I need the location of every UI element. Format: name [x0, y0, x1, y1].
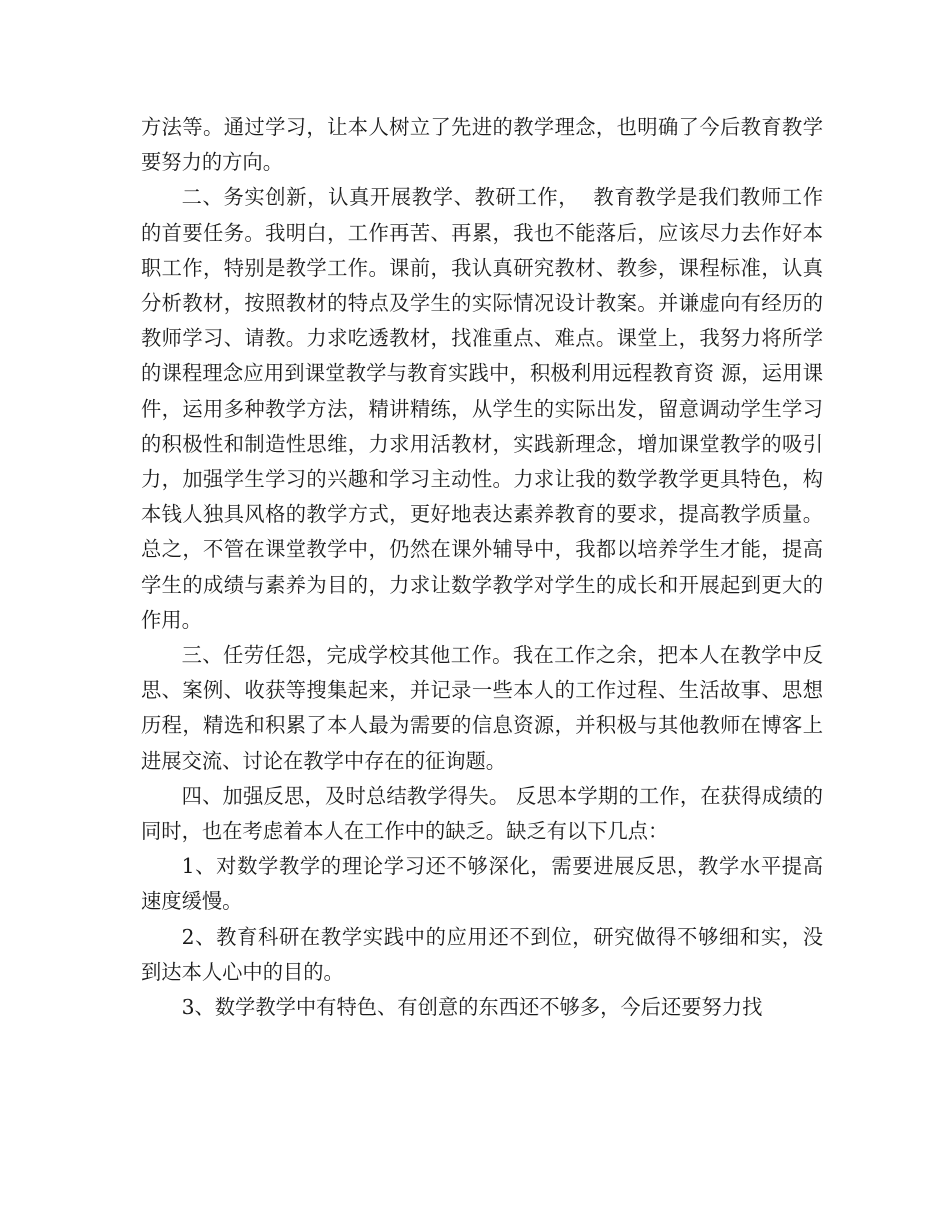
list-item-2: 2、教育科研在教学实践中的应用还不到位，研究做得不够细和实，没到达本人心中的目的。	[141, 924, 823, 984]
paragraph-section-four: 四、加强反思，及时总结教学得失。 反思本学期的工作，在获得成绩的同时，也在考虑着本人在工作中的缺乏。缺乏有以下几点：	[141, 783, 823, 844]
document-body	[141, 110, 823, 1025]
list-item-1: 1、对数学教学的理论学习还不够深化，需要进展反思，教学水平提高速度缓慢。	[141, 854, 823, 914]
list-item-3: 3、数学教学中有特色、有创意的东西还不够多，今后还要努力找	[181, 995, 763, 1020]
paragraph-section-two: 二、务实创新，认真开展教学、教研工作， 教育教学是我们教师工作的首要任务。我明白，工作再苦、再累，我也不能落后，应该尽力去作好本职工作，特别是教学工作。课前，我认真研究教材、教参，课程标准，认真分析教材，按照教材的特点及学生的实际情况设计教案。并谦虚向有经历的教师学习、请教。力求吃透教材，找准重点、难点。课堂上，我努力将所学的课程理念应用到课堂教学与教育实践中，积极利用远程教育资 源，运用课件，运用多种教学方法，精讲精练，从学生的实际出发，留意调动学生学习的积极性和制造性思维，力求用活教材，实践新理念，增加课堂教学的吸引力，加强学生学习的兴趣和学习主动性。力求让我的数学教学更具特色，构本钱人独具风格的教学方式，更好地表达素养教育的要求，提高教学质量。总之，不管在课堂教学中，仍然在课外辅导中，我都以培养学生才能，提高学生的成绩与素养为目的，力求让数学教学对学生的成长和开展起到更大的作用。	[141, 185, 823, 632]
paragraph-continuation: 方法等。通过学习，让本人树立了先进的教学理念，也明确了今后教育教学要努力的方向。	[141, 115, 823, 175]
paragraph-section-three: 三、任劳任怨，完成学校其他工作。我在工作之余，把本人在教学中反思、案例、收获等搜集起来，并记录一些本人的工作过程、生活故事、思想历程，精选和积累了本人最为需要的信息资源，并积极与其他教师在博客上进展交流、讨论在教学中存在的征询题。	[141, 643, 823, 773]
